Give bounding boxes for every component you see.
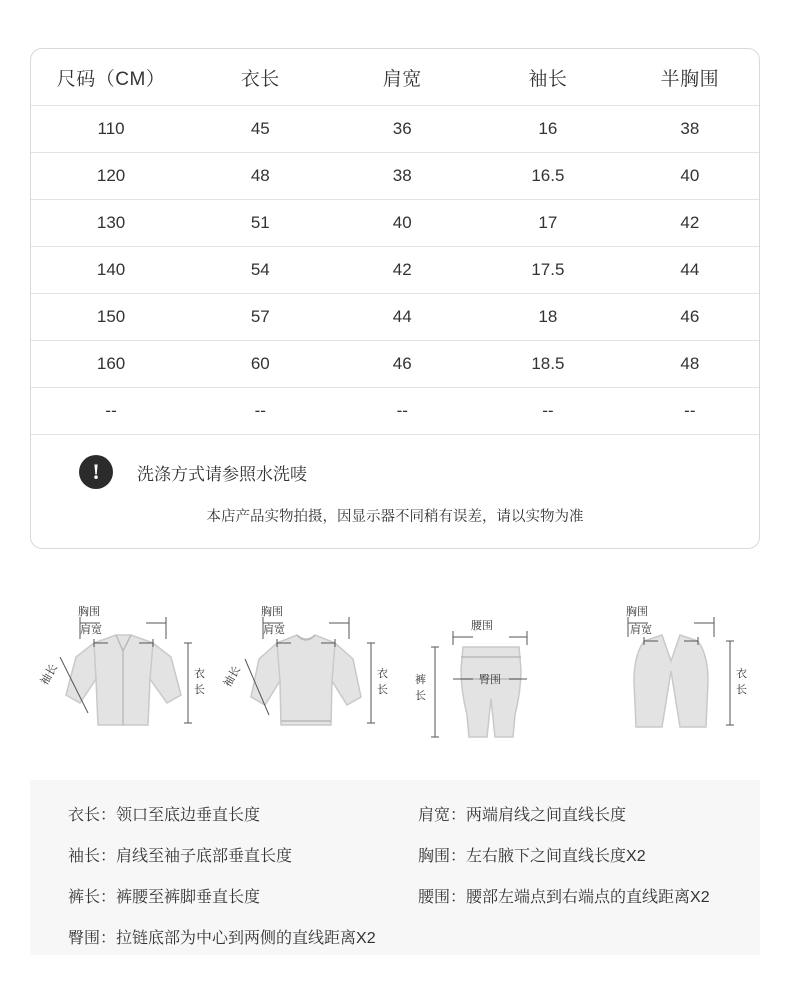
glossary-item-hip	[50, 925, 390, 948]
label-pants-length-1: 裤	[415, 674, 427, 686]
cell-half-chest: 42	[621, 200, 759, 247]
disclaimer-text: 本店产品实物拍摄，因显示器不同稍有误差，请以实物为准	[206, 509, 584, 525]
cell-sleeve: 17	[475, 200, 621, 247]
size-table	[31, 49, 759, 435]
cell-length: 60	[191, 341, 329, 388]
label-length-1: 衣	[194, 668, 206, 680]
cell-size: 130	[31, 200, 191, 247]
glossary-definition: 两端肩线之间直线长度	[466, 807, 627, 824]
table-row	[31, 106, 759, 153]
label-waist: 腰围	[471, 620, 494, 632]
cell-sleeve: 16.5	[475, 153, 621, 200]
measurement-glossary	[30, 780, 760, 955]
column-header-sleeve: 袖长	[475, 49, 621, 106]
cell-shoulder: 44	[329, 294, 475, 341]
glossary-term: 肩宽：	[418, 807, 467, 824]
table-row	[31, 200, 759, 247]
cell-size: 140	[31, 247, 191, 294]
glossary-item-waist	[400, 884, 740, 907]
label-shoulder: 肩宽	[80, 624, 103, 636]
glossary-definition: 肩线至袖子底部垂直长度	[116, 848, 293, 865]
glossary-grid	[50, 802, 740, 948]
label-length-1: 衣	[376, 668, 388, 680]
wash-note-text: 洗涤方式请参照水洗唛	[137, 464, 307, 484]
label-length-1: 衣	[735, 668, 747, 680]
sweatshirt-icon	[219, 595, 389, 770]
cell-half-chest: 38	[621, 106, 759, 153]
glossary-item-length	[50, 802, 390, 825]
cell-length: 48	[191, 153, 329, 200]
column-header-shoulder: 肩宽	[329, 49, 475, 106]
size-table-body	[31, 106, 759, 435]
cell-length: 45	[191, 106, 329, 153]
cell-size: 150	[31, 294, 191, 341]
size-table-head	[31, 49, 759, 106]
label-pants-length-2: 长	[415, 690, 427, 702]
cell-sleeve: --	[475, 388, 621, 435]
cell-length: 54	[191, 247, 329, 294]
glossary-definition: 裤腰至裤脚垂直长度	[116, 889, 261, 906]
label-sleeve: 袖长	[38, 662, 61, 688]
vest-icon	[584, 595, 754, 770]
glossary-term: 臀围：	[68, 930, 117, 947]
jacket-illustration	[36, 595, 206, 770]
column-header-length: 衣长	[191, 49, 329, 106]
glossary-definition: 拉链底部为中心到两侧的直线距离X2	[116, 930, 376, 947]
cell-shoulder: 38	[329, 153, 475, 200]
cell-size: 160	[31, 341, 191, 388]
label-shoulder: 肩宽	[262, 624, 285, 636]
label-chest: 胸围	[625, 606, 648, 618]
jacket-icon	[36, 595, 206, 770]
label-shoulder: 肩宽	[629, 624, 652, 636]
label-length-2: 长	[735, 684, 747, 696]
cell-shoulder: 46	[329, 341, 475, 388]
column-header-size: 尺码（CM）	[31, 49, 191, 106]
table-row	[31, 294, 759, 341]
cell-shoulder: 42	[329, 247, 475, 294]
cell-half-chest: 46	[621, 294, 759, 341]
pants-illustration	[401, 595, 571, 770]
cell-sleeve: 18.5	[475, 341, 621, 388]
label-chest: 胸围	[260, 606, 283, 618]
cell-size: 110	[31, 106, 191, 153]
glossary-definition: 腰部左端点到右端点的直线距离X2	[466, 889, 710, 906]
cell-shoulder: 40	[329, 200, 475, 247]
cell-sleeve: 17.5	[475, 247, 621, 294]
wash-note-row	[31, 455, 759, 489]
exclamation-icon: !	[79, 455, 113, 489]
table-row	[31, 341, 759, 388]
glossary-definition: 领口至底边垂直长度	[116, 807, 261, 824]
vest-illustration	[584, 595, 754, 770]
cell-length: --	[191, 388, 329, 435]
cell-half-chest: 48	[621, 341, 759, 388]
label-chest: 胸围	[78, 606, 101, 618]
column-header-half-chest: 半胸围	[621, 49, 759, 106]
glossary-term: 裤长：	[68, 889, 117, 906]
glossary-item-sleeve	[50, 843, 390, 866]
label-length-2: 长	[194, 684, 206, 696]
cell-half-chest: 44	[621, 247, 759, 294]
cell-half-chest: --	[621, 388, 759, 435]
glossary-definition: 左右腋下之间直线长度X2	[466, 848, 646, 865]
cell-sleeve: 18	[475, 294, 621, 341]
glossary-item-shoulder	[400, 802, 740, 825]
size-table-card	[30, 48, 760, 549]
pants-icon	[401, 595, 571, 770]
cell-size: --	[31, 388, 191, 435]
table-header-row	[31, 49, 759, 106]
table-row	[31, 388, 759, 435]
label-hip: 臀围	[479, 674, 502, 686]
label-length-2: 长	[376, 684, 388, 696]
glossary-term: 衣长：	[68, 807, 117, 824]
notes-block	[31, 435, 759, 548]
cell-sleeve: 16	[475, 106, 621, 153]
glossary-item-pants-length	[50, 884, 390, 907]
cell-shoulder: 36	[329, 106, 475, 153]
glossary-term: 袖长：	[68, 848, 117, 865]
table-row	[31, 153, 759, 200]
glossary-item-chest	[400, 843, 740, 866]
cell-size: 120	[31, 153, 191, 200]
label-sleeve: 袖长	[221, 664, 243, 690]
sweatshirt-illustration	[219, 595, 389, 770]
table-row	[31, 247, 759, 294]
cell-length: 51	[191, 200, 329, 247]
illustration-row	[30, 590, 760, 770]
cell-half-chest: 40	[621, 153, 759, 200]
cell-shoulder: --	[329, 388, 475, 435]
glossary-term: 腰围：	[418, 889, 467, 906]
glossary-term: 胸围：	[418, 848, 467, 865]
cell-length: 57	[191, 294, 329, 341]
